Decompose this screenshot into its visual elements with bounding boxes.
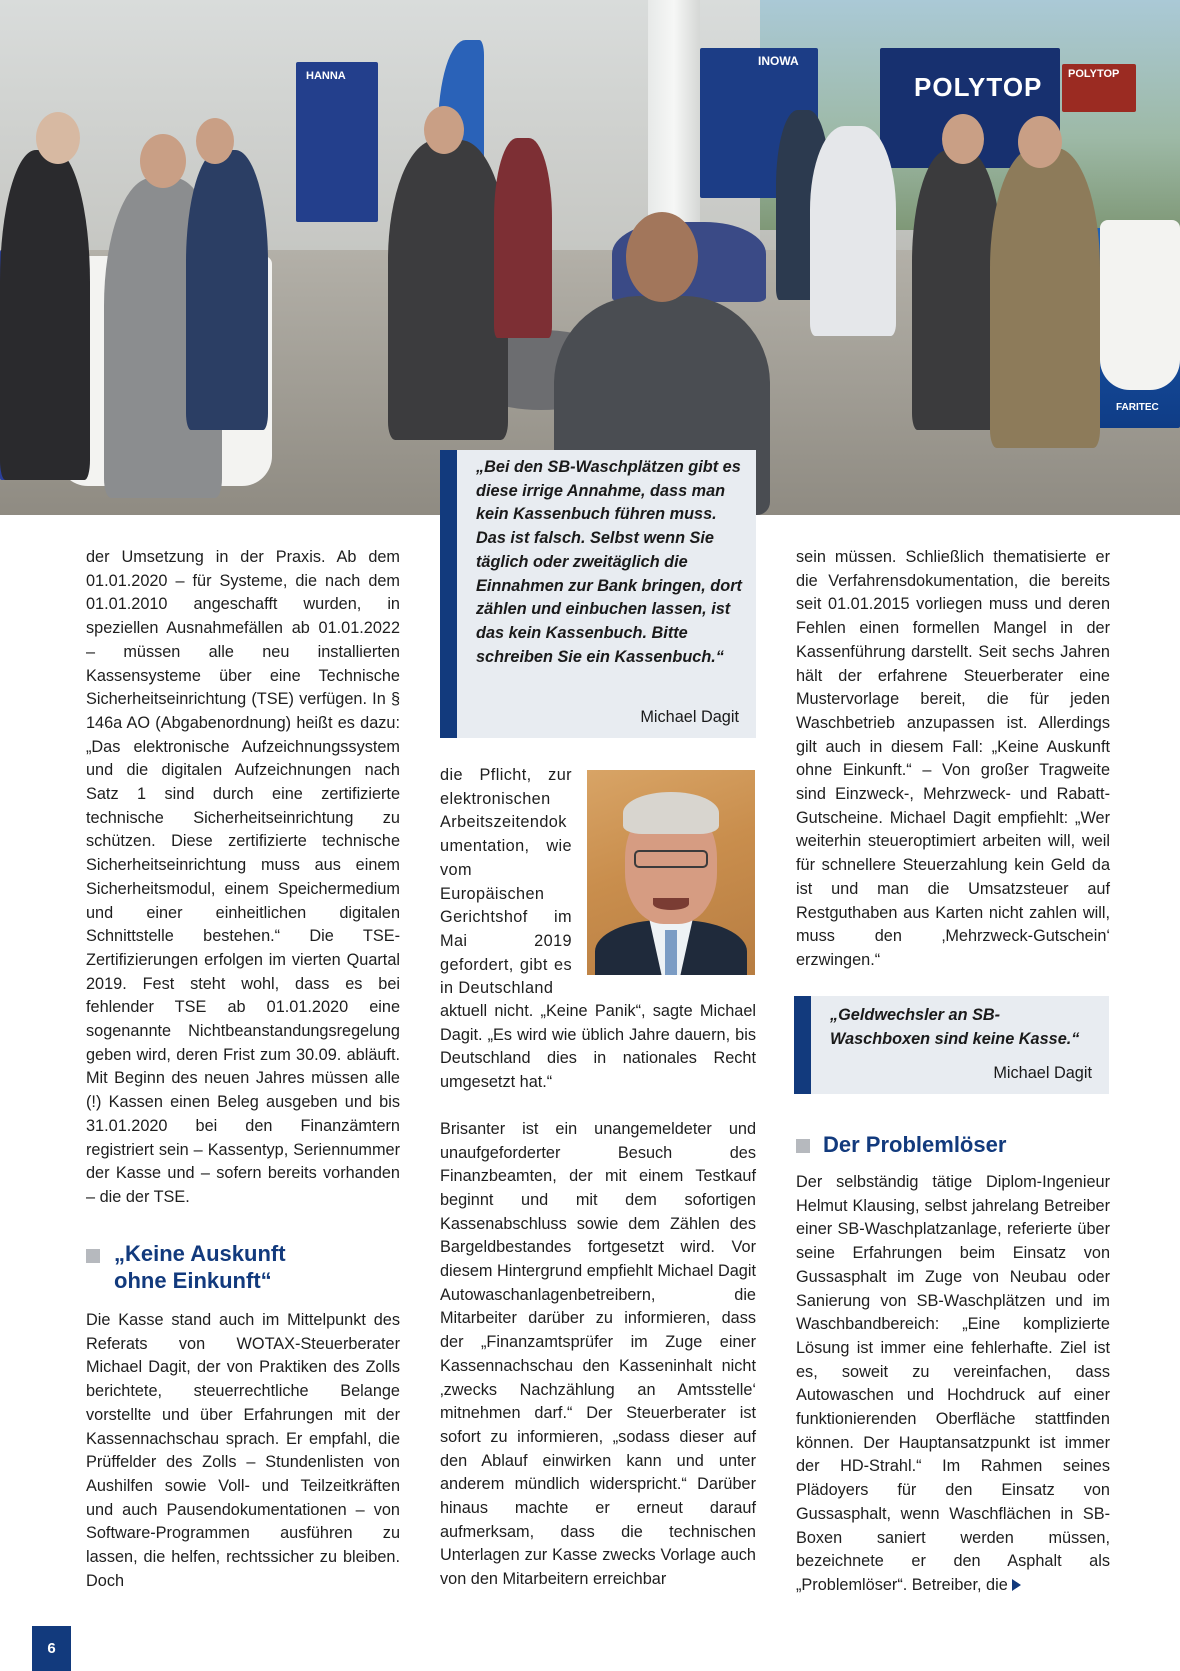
- heading-line: ohne Einkunft“: [114, 1268, 272, 1293]
- person: [990, 148, 1100, 448]
- quote-author: Michael Dagit: [993, 1064, 1092, 1082]
- section-heading-keine-auskunft: [114, 1240, 404, 1294]
- column-right: [796, 546, 1110, 973]
- page-number: 6: [32, 1626, 71, 1671]
- body-paragraph: sein müssen. Schließlich thematisierte er die Verfahrensdokumentation, die bereits seit 01.01.2015 vorliegen muss und deren Fehlen einen formellen Mangel in der Kassenführung darstellt. Seit sechs Jahren hält der erfahrene Steuerberater eine Mustervorlage bereit, die für jeden Waschbetrieb anzupassen ist. Allerdings gilt auch in diesem Fall: „Keine Auskunft ohne Einkunft.“ – Von großer Tragweite sind Einzweck-, Mehrzweck- und Rabatt-Gutscheine. Michael Dagit empfiehlt: „Wer weiterhin steueroptimiert arbeiten will, weil für schnellere Steuerzahlung kein Geld da ist und man die Umsatzsteuer auf Restguthaben aus Karten nicht zahlen will, muss den ‚Mehrzweck-Gutschein‘ erzwingen.“: [796, 548, 1110, 969]
- body-paragraph: die Pflicht, zur elektronischen Arbeitszeitendokumentation, wie vom Europäischen Gerichtshof im Mai 2019 gefordert, gibt es in Deutschland: [440, 766, 572, 998]
- hanna-sign: HANNA: [306, 70, 346, 82]
- body-paragraph: Brisanter ist ein unangemeldeter und unaufgeforderter Besuch des Finanzbeamten, der mit einem Testkauf beginnt und mit dem sofortigen Kassenabschluss sowie dem Zählen des Bargeldbestandes fortgesetzt wird. Vor diesem Hintergrund empfiehlt Michael Dagit Autowaschanlagenbetreibern, die Mitarbeiter darüber zu informieren, dass der „Finanzamtsprüfer im Zuge einer Kassennachschau den Kasseninhalt nicht ‚zwecks Nachzählung an Amtsstelle‘ mitnehmen darf.“ Der Steuerberater ist sofort zu informieren, „sodass dieser auf den Ablauf einwirken kann und unter anderem mündlich widerspricht.“ Darüber hinaus machte er erneut darauf aufmerksam, dass die technischen Unterlagen zur Kasse zwecks Vorlage auch von den Mitarbeitern erreichbar: [440, 1119, 756, 1589]
- heading-bullet: [796, 1139, 810, 1153]
- person-head: [1018, 116, 1062, 168]
- portrait-tie: [665, 930, 677, 975]
- column-middle-narrow: [440, 764, 572, 1001]
- heading-bullet: [86, 1249, 100, 1263]
- body-text: Der selbständig tätige Diplom-Ingenieur Helmut Klausing, selbst jahrelang Betreiber einer SB-Waschplatzanlage, referierte über seine Erfahrungen beim Einsatz von Gussasphalt im Zuge von Neubau oder Sanierung von SB-Waschplätzen und im Waschbandbereich: „Eine komplizierte Lösung ist immer eine fehlerhafte. Ziel ist es, soweit zu vereinfachen, dass Autowaschen und Hochdruck auf einer funktionierenden Oberfläche stattfinden können. Der Hauptansatzpunkt ist immer der HD-Strahl.“ Im Rahmen seines Plädoyers für den Einsatz von Gussasphalt, wenn Waschflächen in SB-Boxen saniert werden müssen, bezeichnete er den Asphalt als „Problemlöser“. Betreiber, die: [796, 1173, 1110, 1594]
- pull-quote-text: „Geldwechsler an SB-Waschboxen sind keine Kasse.“: [830, 1006, 1080, 1048]
- pull-quote-text: „Bei den SB-Waschplätzen gibt es diese irrige Annahme, dass man kein Kassenbuch führen muss. Das ist falsch. Selbst wenn Sie täglich oder zweitäglich die Einnahmen zur Bank bringen, dort zählen und einbuchen lassen, ist das kein Kassenbuch. Bitte schreiben Sie ein Kassenbuch.“: [476, 458, 742, 666]
- portrait-hair: [623, 792, 719, 834]
- portrait-glasses: [634, 850, 708, 868]
- person-head: [626, 212, 698, 302]
- polytop-sign: POLYTOP: [914, 72, 1043, 102]
- body-paragraph: der Umsetzung in der Praxis. Ab dem 01.01.2020 – für Systeme, die nach dem 01.01.2010 angeschafft wurden, in speziellen Ausnahmefällen ab 01.01.2022 – müssen alle neu installierten Kassensysteme über eine Technische Sicherheitseinrichtung (TSE) verfügen. In § 146a AO (Abgabenordnung) heißt es dazu: „Das elektronische Aufzeichnungssystem und die digitalen Aufzeichnungen nach Satz 1 sind durch eine zertifizierte technische Sicherheitseinrichtung zu schützen. Diese zertifizierte technische Sicherheitseinrichtung muss aus einem Sicherheitsmodul, einem Speichermedium und einer einheitlichen digitalen Schnittstelle bestehen.“ Die TSE-Zertifizierungen erfolgen im vierten Quartal 2019. Fest steht wohl, dass es bei fehlender TSE ab 01.01.2020 eine sogenannte Nichtbeanstandungsregelung geben wird, deren Frist zum 30.09. abläuft. Mit Beginn des neuen Jahres müssen alle (!) Kassen einen Beleg ausgeben und bis 31.01.2020 bei den Finanzämtern registriert sein – Kassentyp, Seriennummer der Kasse und – sofern bereits vorhanden – die der TSE.: [86, 548, 400, 1206]
- speaker-portrait-photo: [587, 770, 755, 975]
- person: [810, 126, 896, 336]
- person-head: [196, 118, 234, 164]
- polytop-screen: [1062, 64, 1136, 112]
- person-head: [140, 134, 186, 188]
- portrait-mouth: [653, 898, 689, 910]
- body-paragraph: aktuell nicht. „Keine Panik“, sagte Michael Dagit. „Es wird wie üblich Jahre dauern, bis Deutschland dies in nationales Recht umgesetzt hat.“: [440, 1002, 756, 1092]
- hanna-banner: [296, 62, 378, 222]
- pull-quote-box-small: [794, 996, 1109, 1094]
- quote-accent-bar: [794, 996, 811, 1094]
- column-left-lower: [86, 1309, 400, 1593]
- person: [0, 150, 90, 480]
- polytop-screen-sign: POLYTOP: [1068, 68, 1120, 80]
- person: [494, 138, 552, 338]
- quote-author: Michael Dagit: [640, 708, 739, 726]
- column-left: [86, 546, 400, 1210]
- person: [186, 150, 268, 430]
- person-head: [424, 106, 464, 154]
- section-heading-problemloeser: Der Problemlöser: [823, 1132, 1007, 1157]
- pull-quote-box: [440, 450, 756, 738]
- body-paragraph: Die Kasse stand auch im Mittelpunkt des Referats von WOTAX-Steuerberater Michael Dagit, der von Praktiken des Zolls berichtete, steuerrechtliche Belange vorstellte und über Erfahrungen mit der Kassennachschau sprach. Er empfahl, die Prüffelder des Zolls – Stundenlisten von Aushilfen sowie Voll- und Teilzeitkräften und auch Pausendokumentationen – von Software-Programmen ausführen zu lassen, die helfen, rechtssicher zu bleiben. Doch: [86, 1311, 400, 1590]
- person-head: [36, 112, 80, 164]
- quote-accent-bar: [440, 450, 457, 738]
- person-head: [942, 114, 984, 164]
- person: [388, 140, 508, 440]
- column-middle: [440, 1000, 756, 1592]
- right-bar-table: [1100, 220, 1180, 390]
- body-paragraph: [796, 1171, 1110, 1598]
- continue-arrow-icon: [1012, 1579, 1021, 1591]
- photo-back-wall: [0, 0, 760, 250]
- faritec-sign: FARITEC: [1116, 402, 1159, 413]
- column-right-lower: [796, 1171, 1110, 1598]
- heading-line: „Keine Auskunft: [114, 1241, 286, 1266]
- inowa-sign: INOWA: [758, 54, 799, 68]
- person: [912, 150, 1002, 430]
- hero-photo: [0, 0, 1180, 515]
